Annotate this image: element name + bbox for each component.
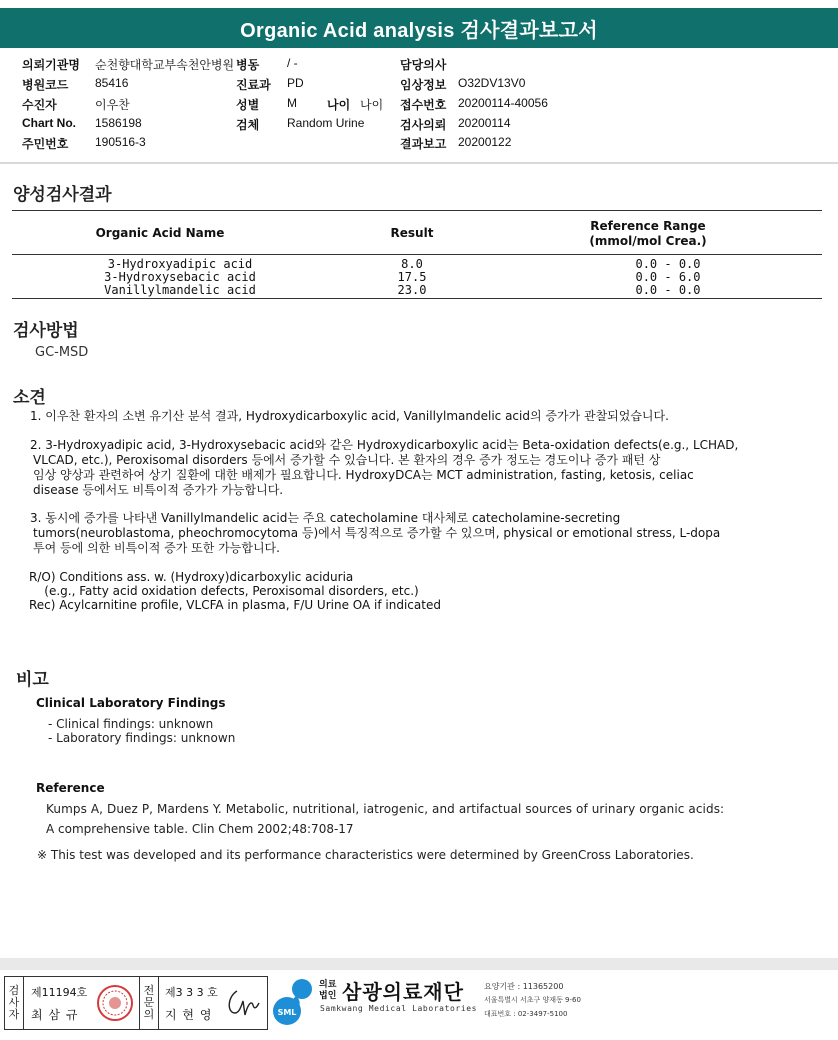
col-result-header: Result — [390, 226, 434, 240]
request-value: 20200114 — [458, 116, 511, 130]
clinical-label: 임상정보 — [400, 78, 447, 92]
recommendation-line: Rec) Acylcarnitine profile, VLCFA in plasma, F/U Urine OA if indicated — [29, 598, 441, 612]
age-value: 나이 — [360, 98, 384, 112]
org-name: 삼광의료재단 — [342, 980, 464, 1004]
org-english-name: Samkwang Medical Laboratories — [320, 1004, 478, 1013]
acid-name: Vanillylmandelic acid — [104, 283, 256, 297]
test-note: ※ This test was developed and its performance characteristics were determined by GreenCross Laboratories. — [37, 848, 694, 862]
table-top-rule — [12, 210, 822, 211]
finding-line: 2. 3-Hydroxyadipic acid, 3-Hydroxysebacic acid와 같은 Hydroxydicarboxylic acid는 Beta-oxidation defects(e.g., LCHAD, — [30, 438, 739, 452]
finding-line: 임상 양상과 관련하여 상기 질환에 대한 배제가 필요합니다. HydroxyDCA는 MCT administration, fasting, ketosis, celiac — [33, 468, 694, 482]
table-header-rule — [12, 254, 822, 255]
seal-icon — [95, 983, 135, 1023]
footer-bar — [0, 958, 838, 970]
report-date-value: 20200122 — [458, 135, 512, 149]
reference-line: A comprehensive table. Clin Chem 2002;48:708-17 — [46, 822, 354, 836]
clinical-findings-title: Clinical Laboratory Findings — [36, 696, 226, 710]
range-cell: 0.0 - 0.0 — [635, 283, 701, 297]
name-value: 이우찬 — [95, 98, 130, 112]
receipt-value: 20200114-40056 — [458, 96, 548, 110]
header-divider — [0, 162, 838, 164]
finding-line: tumors(neuroblastoma, pheochromocytoma 등)에서 특징적으로 증가할 수 있으며, physical or emotional stress, L-dopa — [33, 526, 721, 540]
logo-text: SML — [277, 1008, 297, 1017]
result-cell: 17.5 — [397, 270, 427, 284]
ward-value: / - — [287, 56, 298, 70]
specialist-label: 전문의 — [143, 984, 155, 1021]
signature-icon — [223, 985, 263, 1021]
finding-paragraph-1: 1. 이우찬 환자의 소변 유기산 분석 결과, Hydroxydicarboxylic acid, Vanillylmandelic acid의 증가가 관찰되었습니다. — [30, 409, 669, 423]
specimen-value: Random Urine — [287, 116, 365, 130]
table-row — [60, 284, 300, 297]
finding-paragraph-3 — [30, 511, 720, 556]
range-cell: 0.0 - 6.0 — [635, 270, 701, 284]
care-number: 요양기관 : 11365200 — [484, 982, 564, 991]
id-value: 190516-3 — [95, 135, 146, 149]
dept-value: PD — [287, 76, 304, 90]
table-bottom-rule — [12, 298, 822, 299]
positive-heading: 양성검사결과 — [13, 185, 112, 205]
method-value: GC-MSD — [35, 345, 89, 360]
id-label: 주민번호 — [22, 137, 69, 151]
rule-out-section — [29, 570, 441, 612]
sex-value: M — [287, 96, 297, 110]
tester-license: 제11194호 — [31, 986, 88, 999]
code-value: 85416 — [95, 76, 129, 90]
lab-address: 서울특별시 서초구 양재동 9-60 — [484, 996, 581, 1004]
receipt-label: 접수번호 — [400, 98, 447, 112]
acid-name: 3-Hydroxysebacic acid — [104, 270, 256, 284]
chart-label: Chart No. — [22, 116, 76, 130]
tester-name: 최 삼 규 — [31, 1008, 79, 1022]
clinical-value: O32DV13V0 — [458, 76, 526, 90]
finding-line: 3. 동시에 증가를 나타낸 Vanillylmandelic acid는 주요 catecholamine 대사체로 catecholamine-secreting — [30, 511, 621, 525]
col-range-header-1: Reference Range — [590, 219, 706, 233]
specimen-label: 검체 — [236, 118, 260, 132]
specialist-name: 지 현 영 — [165, 1008, 213, 1022]
org-type: 의료법인 — [319, 980, 337, 1001]
report-title-bar — [0, 8, 838, 48]
rule-out-line: R/O) Conditions ass. w. (Hydroxy)dicarboxylic aciduria — [29, 570, 354, 584]
code-label: 병원코드 — [22, 78, 69, 92]
signature-box — [4, 976, 268, 1030]
reference-title: Reference — [36, 781, 105, 795]
remarks-heading: 비고 — [16, 670, 49, 690]
method-heading: 검사방법 — [13, 321, 79, 341]
col-name-header: Organic Acid Name — [95, 226, 225, 240]
age-label: 나이 — [327, 98, 351, 112]
finding-paragraph-2 — [30, 438, 738, 498]
col-range-header-2: (mmol/mol Crea.) — [589, 234, 707, 248]
finding-line: 투여 등에 의한 비특이적 증가 또한 가능합니다. — [33, 541, 280, 555]
specialist-label-cell — [139, 977, 159, 1029]
ward-label: 병동 — [236, 58, 260, 72]
rule-out-line: (e.g., Fatty acid oxidation defects, Peroxisomal disorders, etc.) — [29, 584, 419, 598]
specialist-license: 제3 3 3 호 — [165, 986, 218, 999]
findings-heading: 소견 — [13, 388, 46, 408]
laboratory-finding-line: - Laboratory findings: unknown — [48, 731, 236, 745]
name-label: 수진자 — [22, 98, 57, 112]
result-cell: 8.0 — [401, 257, 423, 271]
finding-line: VLCAD, etc.), Peroxisomal disorders 등에서 증가할 수 있습니다. 본 환자의 경우 증가 정도는 경도이나 증가 패턴 상 — [33, 453, 661, 467]
result-cell: 23.0 — [397, 283, 427, 297]
dept-label: 진료과 — [236, 78, 271, 92]
sex-label: 성별 — [236, 98, 260, 112]
doctor-label: 담당의사 — [400, 58, 447, 72]
request-label: 검사의뢰 — [400, 118, 447, 132]
lab-phone: 대표번호 : 02-3497-5100 — [484, 1010, 568, 1018]
acid-name: 3-Hydroxyadipic acid — [107, 257, 253, 271]
hospital-value: 순천향대학교부속천안병원 — [95, 58, 235, 72]
hospital-label: 의뢰기관명 — [22, 58, 80, 72]
report-title: Organic Acid analysis 검사결과보고서 — [240, 19, 598, 42]
sml-logo-icon — [272, 976, 316, 1028]
range-cell: 0.0 - 0.0 — [635, 257, 701, 271]
chart-value: 1586198 — [95, 116, 142, 130]
tester-label: 검사자 — [8, 984, 20, 1021]
clinical-finding-line: - Clinical findings: unknown — [48, 717, 214, 731]
reference-line: Kumps A, Duez P, Mardens Y. Metabolic, nutritional, iatrogenic, and artifactual sources of urinary organic acids: — [46, 802, 725, 816]
report-date-label: 결과보고 — [400, 137, 447, 151]
finding-line: disease 등에서도 비특이적 증가가 가능합니다. — [33, 483, 284, 497]
tester-label-cell — [5, 977, 24, 1029]
